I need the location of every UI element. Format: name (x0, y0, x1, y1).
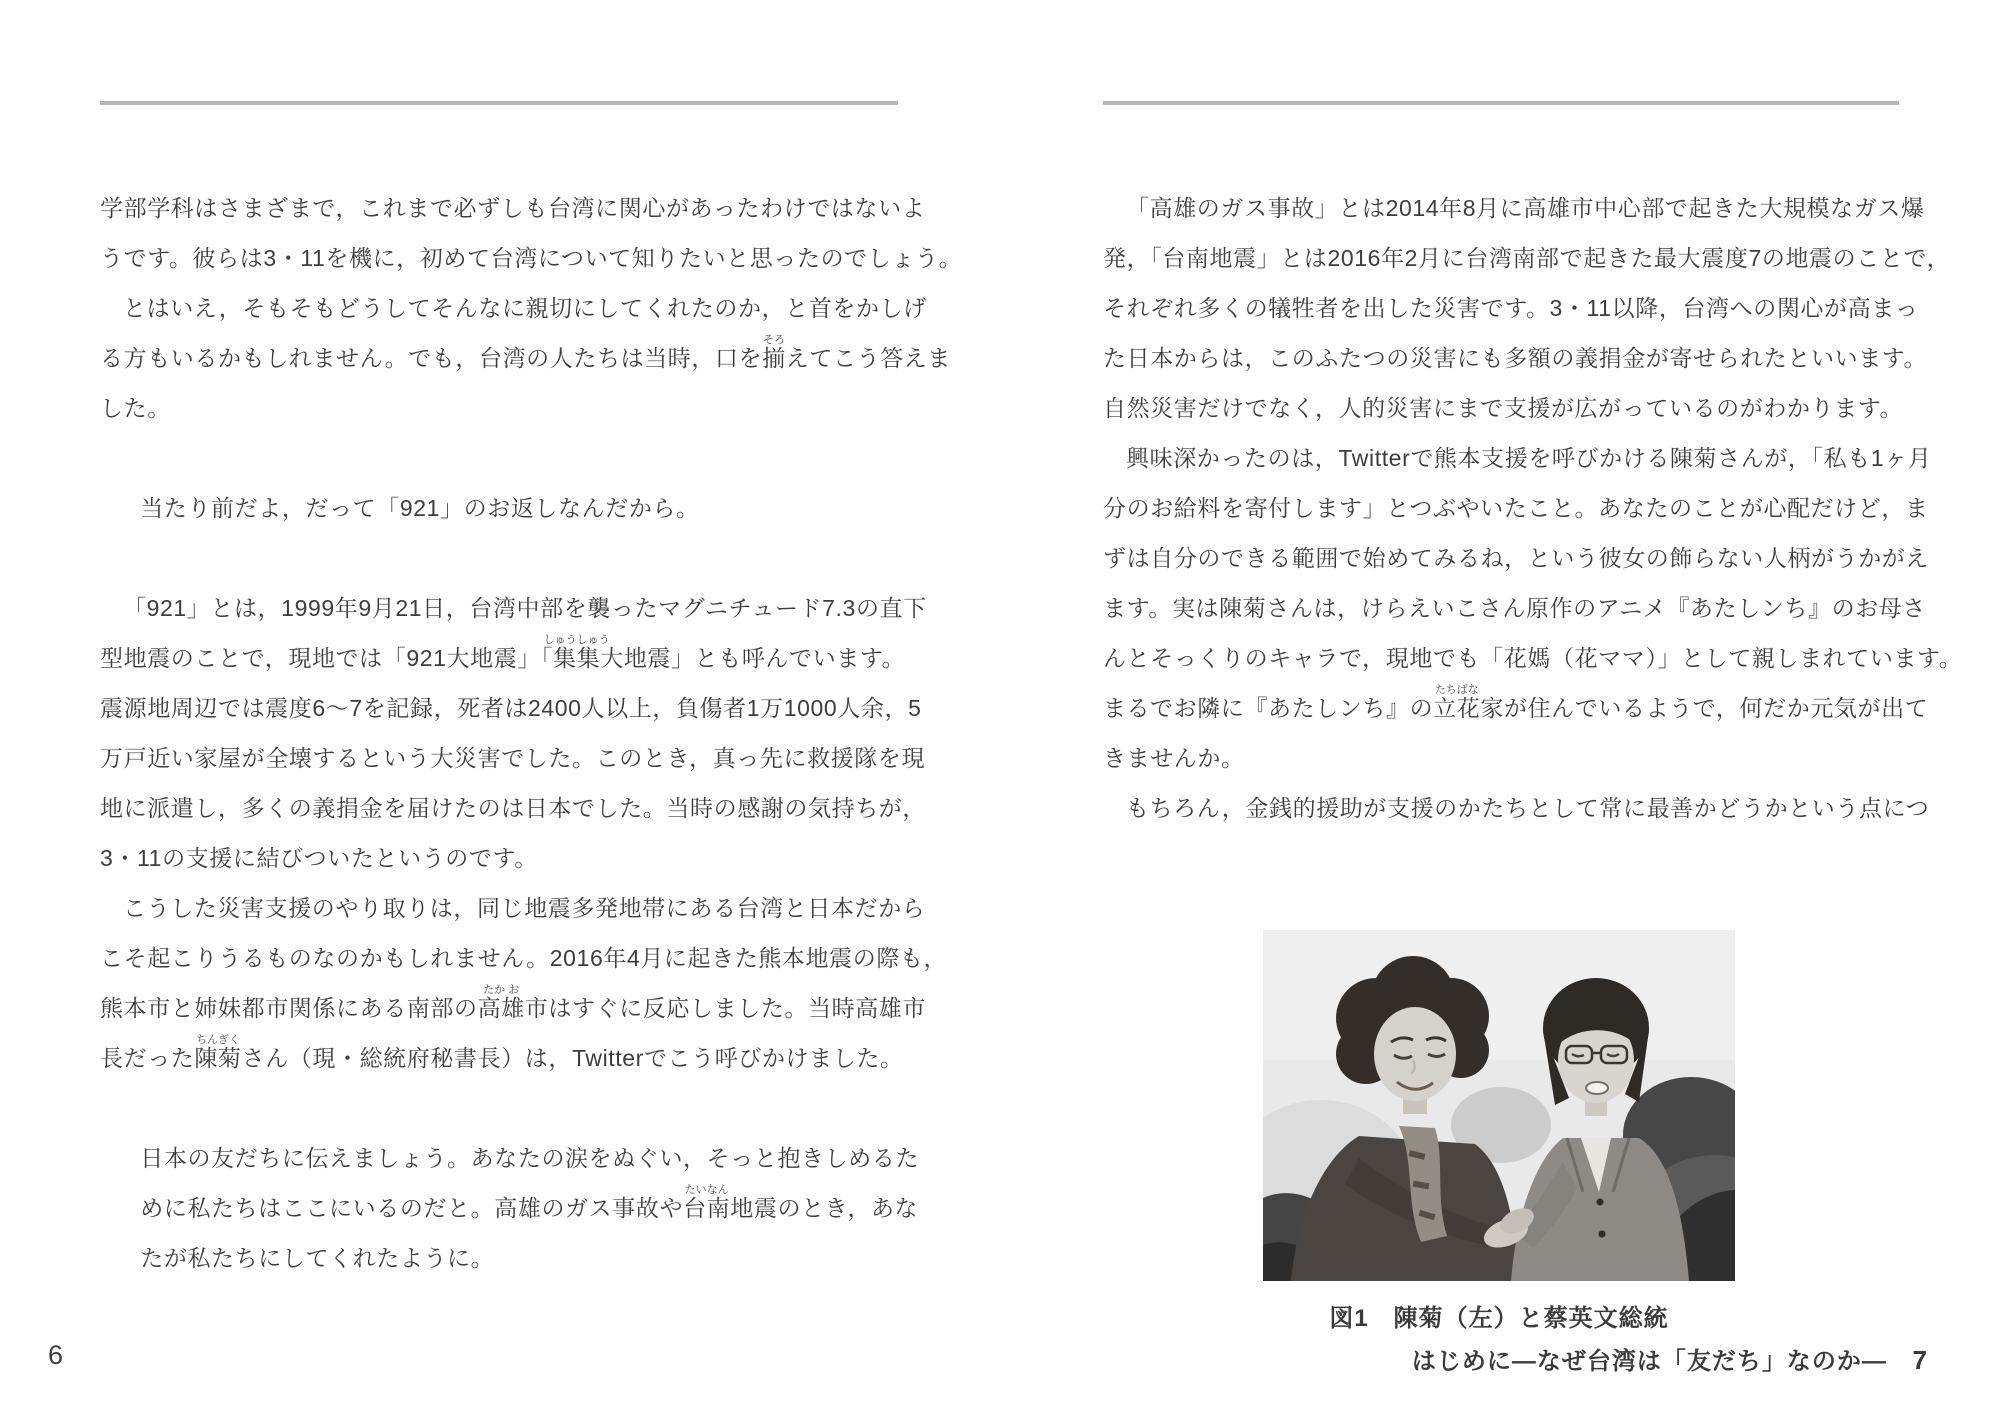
text-line: もちろん，金銭的援助が支援のかたちとして常に最善かどうかという点につ (1126, 795, 1930, 821)
text-line: 地に派遣し，多くの義捐金を届けたのは日本でした。当時の感謝の気持ちが， (100, 795, 926, 821)
text-line: 長だった陳菊 ちんぎく さん（現・総統府秘書長）は，Twitterでこう呼びかけました。 (100, 1034, 904, 1071)
text-line: した。 (100, 395, 171, 421)
text-line: 発，「台南地震」とは2016年2月に台湾南部で起きた最大震度7の地震のことで， (1103, 245, 1951, 271)
text-line: 型地震のことで，現地では「921大地震」「集集 しゅうしゅう 大地震」とも呼んでいます。 (100, 634, 906, 671)
text-line: こうした災害支援のやり取りは，同じ地震多発地帯にある台湾と日本だから (123, 895, 926, 921)
left-text-column (100, 183, 963, 1283)
text-line: た日本からは，このふたつの災害にも多額の義捐金が寄せられたといいます。 (1103, 345, 1928, 371)
text-line: まるでお隣に『あたしンち』の立花 たちばな 家が住んでいるようで，何だか元気が出て (1103, 684, 1929, 721)
quote-line: めに私たちはここにいるのだと。高雄のガス事故や台南 たいなん 地震のとき，あな (140, 1184, 919, 1221)
top-rule-left (100, 101, 898, 105)
text-line: る方もいるかもしれません。でも，台湾の人たちは当時，口を揃 そろ えてこう答えま (100, 334, 951, 371)
text-line: 自然災害だけでなく，人的災害にまで支援が広がっているのがわかります。 (1103, 395, 1904, 421)
footer-chapter-title: はじめに―なぜ台湾は「友だち」なのか― (1411, 1348, 1887, 1375)
figure1 (1263, 930, 1735, 1333)
quote-line: たが私たちにしてくれたように。 (140, 1245, 495, 1271)
text-line: 熊本市と姉妹都市関係にある南部の高雄 たか お 市はすぐに反応しました。当時高雄市 (100, 984, 927, 1021)
top-rule-right (1103, 101, 1899, 105)
figure1-caption: 図1 陳菊（左）と蔡英文総統 (1329, 1305, 1669, 1332)
photo-illustration (1263, 930, 1735, 1281)
text-line: こそ起こりうるものなのかもしれません。2016年4月に起きた熊本地震の際も， (100, 945, 948, 971)
blank-line (100, 433, 912, 483)
running-footer (1412, 1341, 1928, 1376)
text-line: それぞれ多くの犠牲者を出した災害です。3・11以降，台湾への関心が高まっ (1103, 295, 1919, 321)
text-line: きませんか。 (1103, 745, 1245, 771)
page-number-left: 6 (48, 1340, 64, 1370)
text-line: ずは自分のできる範囲で始めてみるね，という彼女の飾らない人柄がうかがえ (1103, 545, 1929, 571)
text-line: 万戸近い家屋が全壊するという大災害でした。このとき，真っ先に救援隊を現 (100, 745, 926, 771)
quote-line: 当たり前だよ，だって「921」のお返しなんだから。 (140, 495, 700, 521)
text-line: うです。彼らは3・11を機に，初めて台湾について知りたいと思ったのでしょう。 (100, 245, 963, 271)
right-text-column (1103, 183, 1963, 833)
blank-line (100, 1083, 912, 1133)
text-line: 分のお給料を寄付します」とつぶやいたこと。あなたのことが心配だけど，ま (1103, 495, 1929, 521)
page-right (1000, 0, 2000, 1419)
text-line: 「921」とは，1999年9月21日，台湾中部を襲ったマグニチュード7.3の直下 (123, 595, 927, 621)
text-line: 3・11の支援に結びついたというのです。 (100, 845, 538, 871)
figure1-photo (1263, 930, 1735, 1281)
text-line: ます。実は陳菊さんは，けらえいこさん原作のアニメ『あたしンち』のお母さ (1103, 595, 1927, 621)
text-line: 学部学科はさまざまで，これまで必ずしも台湾に関心があったわけではないよ (100, 195, 926, 221)
text-line: 震源地周辺では震度6〜7を記録，死者は2400人以上，負傷者1万1000人余，5 (100, 695, 922, 721)
quote-line: 日本の友だちに伝えましょう。あなたの涙をぬぐい，そっと抱きしめるた (140, 1145, 920, 1171)
text-line: 「高雄のガス事故」とは2014年8月に高雄市中心部で起きた大規模なガス爆 (1126, 195, 1925, 221)
page-number-right: 7 (1912, 1345, 1928, 1375)
text-line: んとそっくりのキャラで，現地でも「花媽（花ママ）」として親しまれています。 (1103, 645, 1963, 671)
text-line: とはいえ，そもそもどうしてそんなに親切にしてくれたのか，と首をかしげ (123, 295, 927, 321)
text-line: 興味深かったのは，Twitterで熊本支援を呼びかける陳菊さんが，「私も1ヶ月 (1126, 445, 1932, 471)
blank-line (100, 533, 912, 583)
